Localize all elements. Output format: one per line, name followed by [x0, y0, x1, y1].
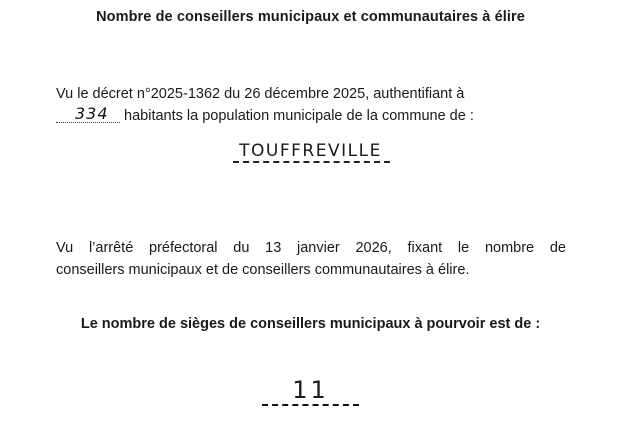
seats-value: 11 [262, 376, 359, 408]
seats-label: Le nombre de sièges de conseillers municipaux à pourvoir est de : [80, 316, 541, 332]
population-value: 334 [75, 104, 109, 123]
population-field [56, 104, 120, 127]
commune-name: TOUFFREVILLE [239, 141, 382, 161]
arrete-line-1: Vu l’arrêté préfectoral du 13 janvier 2026, fixant le nombre de [56, 240, 566, 256]
seats-field [0, 376, 621, 408]
document-title: Nombre de conseillers municipaux et communautaires à élire [96, 9, 525, 25]
decree-line-2-text: habitants la population municipale de la commune de : [124, 108, 474, 124]
arrete-line-2: conseillers municipaux et de conseillers communautaires à élire. [56, 262, 470, 278]
commune-field [0, 141, 621, 163]
decree-line-2 [56, 105, 566, 127]
decree-line-1: Vu le décret n°2025-1362 du 26 décembre 2025, authentifiant à [56, 86, 465, 102]
